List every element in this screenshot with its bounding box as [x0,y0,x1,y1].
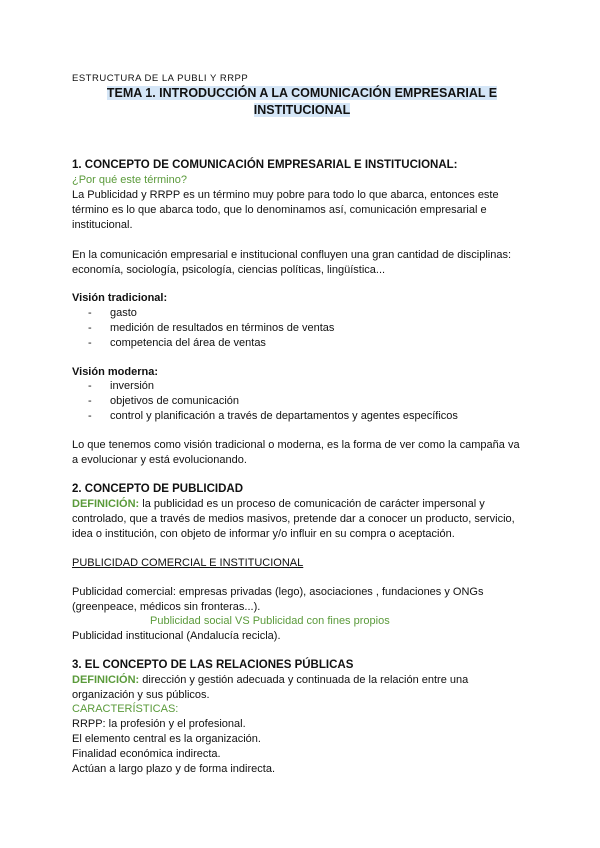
paragraph-line: economía, sociología, psicología, ciencias políticas, lingüística... [72,264,386,276]
definition-line: DEFINICIÓN: dirección y gestión adecuada y continuada de la relación entre una [72,674,469,686]
paragraph-line: controlado, que a través de medios masivos, pretende dar a conocer un producto, servicio, [72,513,515,525]
section-3-heading: 3. EL CONCEPTO DE LAS RELACIONES PÚBLICAS [72,659,354,671]
paragraph-line: En la comunicación empresarial e institucional confluyen una gran cantidad de disciplinas: [72,249,512,261]
characteristic-item: El elemento central es la organización. [72,733,261,745]
title-line-1: TEMA 1. INTRODUCCIÓN A LA COMUNICACIÓN EMPRESARIAL E [106,86,498,100]
characteristics-label: CARACTERÍSTICAS: [72,703,179,715]
document-title-cont [72,102,532,118]
paragraph-line: Publicidad institucional (Andalucía recicla). [72,630,281,642]
paragraph-line: La Publicidad y RRPP es un término muy pobre para todo lo que abarca, entonces este [72,189,499,201]
characteristic-item: Finalidad económica indirecta. [72,748,221,760]
paragraph-line: (greenpeace, médicos sin fronteras...). [72,601,261,613]
paragraph-line: Lo que tenemos como visión tradicional o moderna, es la forma de ver como la campaña va [72,439,520,451]
section-1-question: ¿Por qué este término? [72,174,187,186]
characteristic-item: RRPP: la profesión y el profesional. [72,718,246,730]
traditional-vision-heading: Visión tradicional: [72,292,168,304]
section-2-heading: 2. CONCEPTO DE PUBLICIDAD [72,483,244,495]
definition-label: DEFINICIÓN: [72,674,140,686]
modern-vision-heading: Visión moderna: [72,366,158,378]
paragraph-line: Publicidad comercial: empresas privadas (lego), asociaciones , fundaciones y ONGs [72,586,484,598]
section-1-heading: 1. CONCEPTO DE COMUNICACIÓN EMPRESARIAL E INSTITUCIONAL: [72,159,458,171]
paragraph-line: organización y sus públicos. [72,689,210,701]
versus-note: Publicidad social VS Publicidad con fines propios [150,615,390,627]
document-supertitle: ESTRUCTURA DE LA PUBLI Y RRPP [72,73,249,84]
paragraph-line: institucional. [72,219,133,231]
definition-line: DEFINICIÓN: la publicidad es un proceso de comunicación de carácter impersonal y [72,498,485,510]
paragraph-line: a evolucionar y está evolucionando. [72,454,247,466]
title-line-2: INSTITUCIONAL [253,103,351,117]
characteristic-item: Actúan a largo plazo y de forma indirecta. [72,763,276,775]
paragraph-line: idea o institución, con objeto de informar y/o influir en su compra o aceptación. [72,528,455,540]
paragraph-line: término es lo que abarca todo, que lo denominamos así, comunicación empresarial e [72,204,487,216]
section-2-subheading: PUBLICIDAD COMERCIAL E INSTITUCIONAL [72,557,304,569]
document-title [72,85,532,101]
definition-label: DEFINICIÓN: [72,498,140,510]
